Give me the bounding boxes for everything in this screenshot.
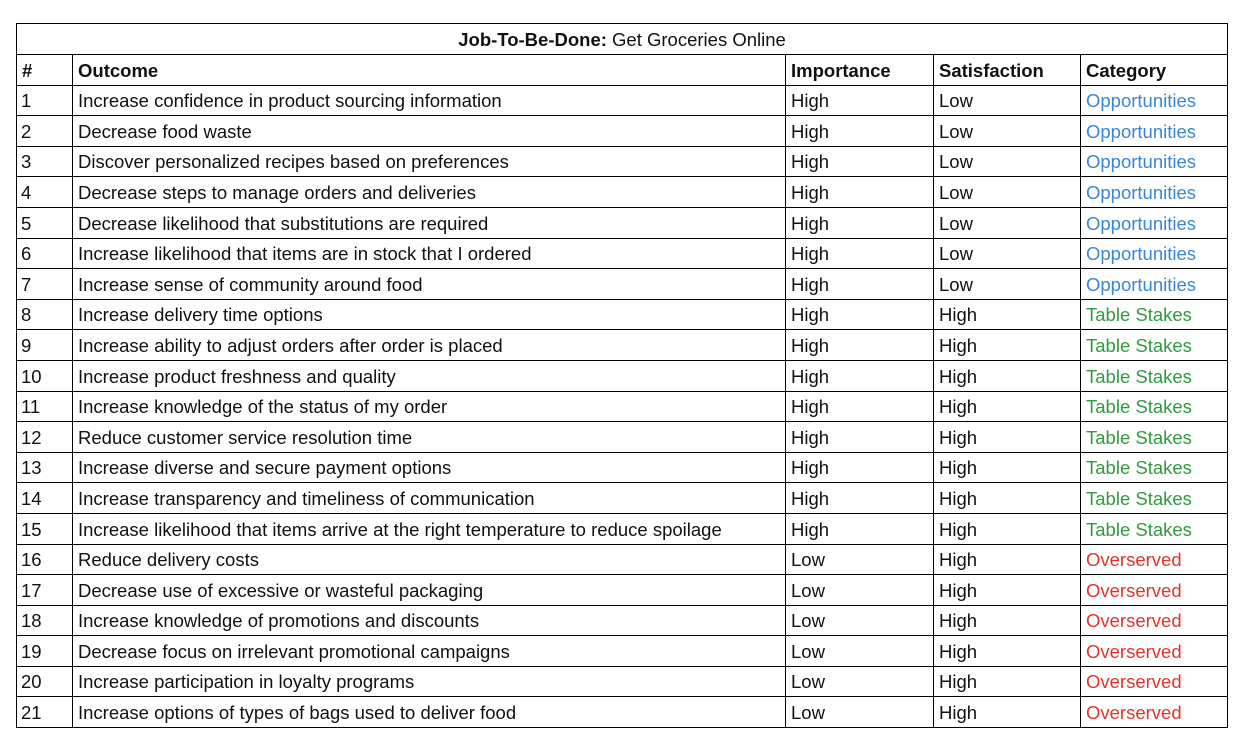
- importance-cell: High: [786, 483, 934, 514]
- importance-cell: High: [786, 391, 934, 422]
- category-cell: Opportunities: [1081, 269, 1228, 300]
- satisfaction-cell: High: [934, 666, 1081, 697]
- satisfaction-cell: High: [934, 697, 1081, 728]
- category-cell: Table Stakes: [1081, 422, 1228, 453]
- table-title: [17, 24, 1228, 55]
- outcome-cell: Reduce delivery costs: [73, 544, 786, 575]
- category-cell: Opportunities: [1081, 207, 1228, 238]
- outcome-cell: Decrease use of excessive or wasteful packaging: [73, 575, 786, 606]
- satisfaction-cell: High: [934, 636, 1081, 667]
- outcome-cell: Increase diverse and secure payment options: [73, 452, 786, 483]
- importance-cell: High: [786, 116, 934, 147]
- category-cell: Opportunities: [1081, 116, 1228, 147]
- satisfaction-cell: Low: [934, 238, 1081, 269]
- outcomes-table: [16, 23, 1228, 728]
- importance-cell: High: [786, 360, 934, 391]
- row-number-cell: 2: [17, 116, 73, 147]
- table-row: [17, 666, 1228, 697]
- satisfaction-cell: Low: [934, 146, 1081, 177]
- importance-cell: High: [786, 85, 934, 116]
- outcome-cell: Increase likelihood that items arrive at the right temperature to reduce spoilage: [73, 513, 786, 544]
- table-row: [17, 575, 1228, 606]
- row-number-cell: 10: [17, 360, 73, 391]
- importance-cell: High: [786, 513, 934, 544]
- row-number-cell: 12: [17, 422, 73, 453]
- category-cell: Table Stakes: [1081, 483, 1228, 514]
- satisfaction-cell: High: [934, 360, 1081, 391]
- row-number-cell: 11: [17, 391, 73, 422]
- category-cell: Table Stakes: [1081, 452, 1228, 483]
- row-number-cell: 8: [17, 299, 73, 330]
- row-number-cell: 21: [17, 697, 73, 728]
- header-importance: Importance: [786, 55, 934, 86]
- row-number-cell: 16: [17, 544, 73, 575]
- row-number-cell: 4: [17, 177, 73, 208]
- row-number-cell: 6: [17, 238, 73, 269]
- category-cell: Table Stakes: [1081, 513, 1228, 544]
- category-cell: Opportunities: [1081, 85, 1228, 116]
- category-cell: Table Stakes: [1081, 391, 1228, 422]
- table-row: [17, 207, 1228, 238]
- satisfaction-cell: High: [934, 330, 1081, 361]
- importance-cell: Low: [786, 697, 934, 728]
- row-number-cell: 19: [17, 636, 73, 667]
- table-row: [17, 605, 1228, 636]
- table-row: [17, 544, 1228, 575]
- satisfaction-cell: Low: [934, 85, 1081, 116]
- category-cell: Overserved: [1081, 544, 1228, 575]
- row-number-cell: 18: [17, 605, 73, 636]
- table-row: [17, 116, 1228, 147]
- row-number-cell: 17: [17, 575, 73, 606]
- row-number-cell: 3: [17, 146, 73, 177]
- row-number-cell: 14: [17, 483, 73, 514]
- category-cell: Table Stakes: [1081, 299, 1228, 330]
- table-row: [17, 513, 1228, 544]
- importance-cell: Low: [786, 666, 934, 697]
- outcome-cell: Increase participation in loyalty programs: [73, 666, 786, 697]
- importance-cell: High: [786, 238, 934, 269]
- row-number-cell: 13: [17, 452, 73, 483]
- table-row: [17, 391, 1228, 422]
- importance-cell: High: [786, 452, 934, 483]
- category-cell: Table Stakes: [1081, 360, 1228, 391]
- title-label: Job-To-Be-Done:: [458, 29, 607, 50]
- category-cell: Overserved: [1081, 636, 1228, 667]
- table-row: [17, 299, 1228, 330]
- satisfaction-cell: Low: [934, 269, 1081, 300]
- outcome-cell: Decrease food waste: [73, 116, 786, 147]
- satisfaction-cell: High: [934, 513, 1081, 544]
- header-num: #: [17, 55, 73, 86]
- table-row: [17, 269, 1228, 300]
- table-row: [17, 238, 1228, 269]
- row-number-cell: 7: [17, 269, 73, 300]
- outcome-cell: Increase likelihood that items are in stock that I ordered: [73, 238, 786, 269]
- table-row: [17, 483, 1228, 514]
- table-row: [17, 452, 1228, 483]
- category-cell: Overserved: [1081, 697, 1228, 728]
- header-satisfaction: Satisfaction: [934, 55, 1081, 86]
- table-row: [17, 177, 1228, 208]
- importance-cell: High: [786, 146, 934, 177]
- importance-cell: High: [786, 422, 934, 453]
- table-row: [17, 330, 1228, 361]
- header-outcome: Outcome: [73, 55, 786, 86]
- category-cell: Overserved: [1081, 575, 1228, 606]
- outcome-cell: Increase knowledge of the status of my order: [73, 391, 786, 422]
- satisfaction-cell: Low: [934, 116, 1081, 147]
- header-category: Category: [1081, 55, 1228, 86]
- importance-cell: High: [786, 299, 934, 330]
- satisfaction-cell: Low: [934, 177, 1081, 208]
- importance-cell: Low: [786, 575, 934, 606]
- satisfaction-cell: High: [934, 299, 1081, 330]
- outcome-cell: Increase ability to adjust orders after order is placed: [73, 330, 786, 361]
- category-cell: Opportunities: [1081, 146, 1228, 177]
- row-number-cell: 5: [17, 207, 73, 238]
- outcome-cell: Increase sense of community around food: [73, 269, 786, 300]
- satisfaction-cell: High: [934, 544, 1081, 575]
- category-cell: Overserved: [1081, 666, 1228, 697]
- satisfaction-cell: High: [934, 483, 1081, 514]
- importance-cell: Low: [786, 605, 934, 636]
- satisfaction-cell: High: [934, 452, 1081, 483]
- title-value: Get Groceries Online: [612, 29, 786, 50]
- row-number-cell: 1: [17, 85, 73, 116]
- outcome-cell: Decrease likelihood that substitutions are required: [73, 207, 786, 238]
- satisfaction-cell: High: [934, 605, 1081, 636]
- outcome-cell: Increase transparency and timeliness of communication: [73, 483, 786, 514]
- importance-cell: High: [786, 269, 934, 300]
- importance-cell: High: [786, 207, 934, 238]
- importance-cell: High: [786, 330, 934, 361]
- table-row: [17, 85, 1228, 116]
- outcome-cell: Increase delivery time options: [73, 299, 786, 330]
- table-row: [17, 636, 1228, 667]
- table-body: [17, 85, 1228, 727]
- table-row: [17, 422, 1228, 453]
- outcome-cell: Increase confidence in product sourcing information: [73, 85, 786, 116]
- outcome-cell: Increase options of types of bags used to deliver food: [73, 697, 786, 728]
- row-number-cell: 9: [17, 330, 73, 361]
- outcome-cell: Reduce customer service resolution time: [73, 422, 786, 453]
- satisfaction-cell: High: [934, 391, 1081, 422]
- outcome-cell: Discover personalized recipes based on preferences: [73, 146, 786, 177]
- satisfaction-cell: Low: [934, 207, 1081, 238]
- jtbd-sheet: [16, 23, 1227, 728]
- satisfaction-cell: High: [934, 422, 1081, 453]
- outcome-cell: Decrease steps to manage orders and deliveries: [73, 177, 786, 208]
- row-number-cell: 15: [17, 513, 73, 544]
- outcome-cell: Decrease focus on irrelevant promotional campaigns: [73, 636, 786, 667]
- outcome-cell: Increase product freshness and quality: [73, 360, 786, 391]
- table-row: [17, 697, 1228, 728]
- header-row: [17, 55, 1228, 86]
- outcome-cell: Increase knowledge of promotions and discounts: [73, 605, 786, 636]
- category-cell: Table Stakes: [1081, 330, 1228, 361]
- row-number-cell: 20: [17, 666, 73, 697]
- importance-cell: High: [786, 177, 934, 208]
- category-cell: Opportunities: [1081, 238, 1228, 269]
- table-row: [17, 360, 1228, 391]
- category-cell: Opportunities: [1081, 177, 1228, 208]
- importance-cell: Low: [786, 544, 934, 575]
- title-row: [17, 24, 1228, 55]
- satisfaction-cell: High: [934, 575, 1081, 606]
- category-cell: Overserved: [1081, 605, 1228, 636]
- importance-cell: Low: [786, 636, 934, 667]
- table-row: [17, 146, 1228, 177]
